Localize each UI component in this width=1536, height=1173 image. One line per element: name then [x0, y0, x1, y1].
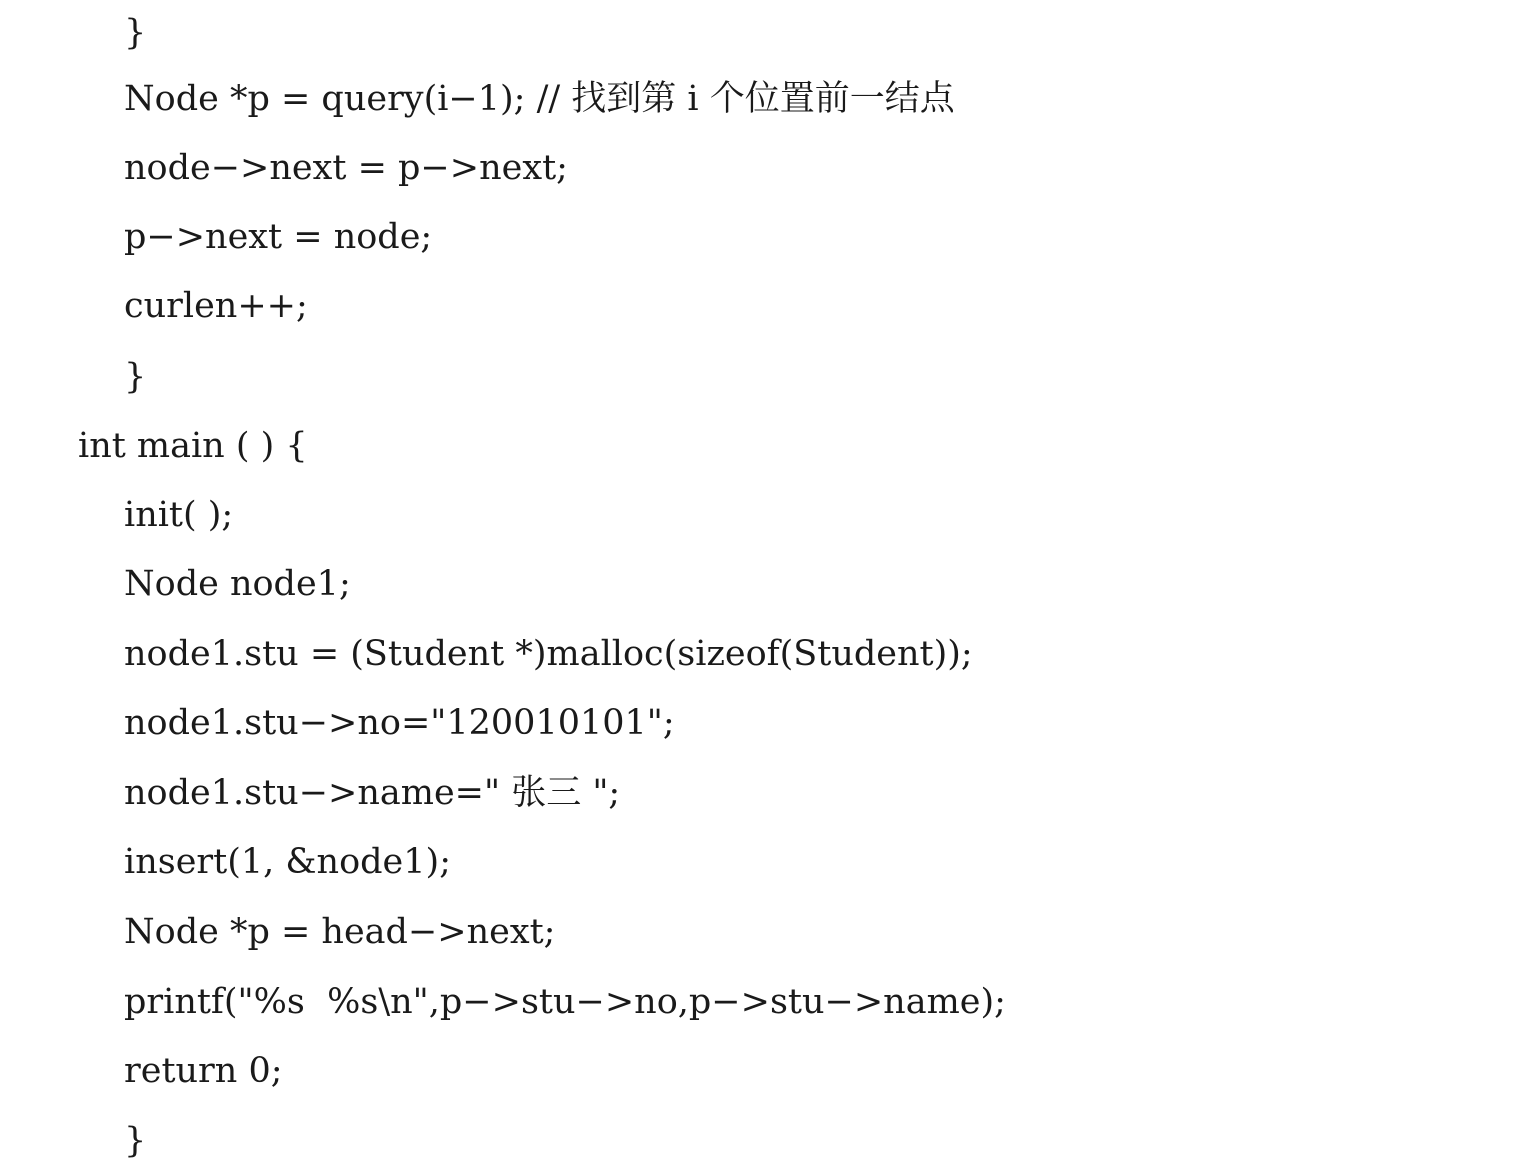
code-line-query: Node *p = query(i−1); // 找到第 i 个位置前一结点: [124, 79, 955, 119]
code-line-malloc: node1.stu = (Student *)malloc(sizeof(Student));: [124, 634, 973, 674]
code-line-head-next: Node *p = head−>next;: [124, 912, 556, 952]
code-line-init: init( );: [124, 495, 234, 535]
code-line-close-brace: }: [124, 13, 147, 53]
code-line-p-next: p−>next = node;: [124, 217, 433, 257]
code-line-return: return 0;: [124, 1051, 283, 1091]
code-line-close-brace-3: }: [124, 1121, 147, 1161]
code-line-stu-no: node1.stu−>no="120010101";: [124, 703, 675, 743]
code-line-main: int main ( ) {: [78, 426, 308, 466]
code-line-insert: insert(1, &node1);: [124, 842, 451, 882]
code-line-close-brace-2: }: [124, 357, 147, 397]
code-line-curlen: curlen++;: [124, 286, 308, 326]
code-line-printf: printf("%s %s\n",p−>stu−>no,p−>stu−>name);: [124, 982, 1006, 1022]
code-line-node-decl: Node node1;: [124, 564, 351, 604]
code-line-stu-name: node1.stu−>name=" 张三 ";: [124, 773, 621, 813]
code-line-node-next: node−>next = p−>next;: [124, 148, 568, 188]
